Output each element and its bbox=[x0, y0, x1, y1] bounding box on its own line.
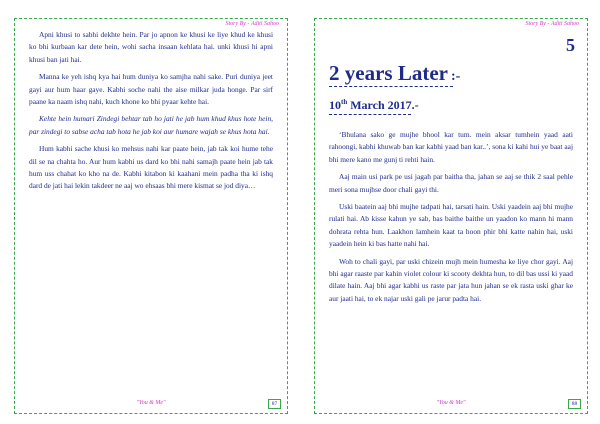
paragraph: Manna ke yeh ishq kya hai hum duniya ko samjha nahi sake. Puri duniya jeet gayi aur hum haar gaye. Kabhi soche nahi the aise milkar juda honge. Par sirf paane ka naam ishq nahi, kuch khone ko bhi pyaar kehte hai. bbox=[29, 72, 273, 107]
paragraph: Woh to chali gayi, par uski chizein mujh mein humesha ke liye chor gayi. Aaj bhi agar raaste par kahin violet colour ki scooty dekhta hun, to dil bas ussi ki yaad dilate hain. Aaj bhi agar kabhi us raste par jata hun jahan se ek rasta uski ghar ke aur jaati hai, to ek najar uski gali pe jarur padta hai. bbox=[329, 256, 573, 303]
chapter-title bbox=[329, 61, 460, 86]
author-credit: Story By - Aditi Sahoo bbox=[525, 21, 579, 27]
footer-book-title: "You & Me" bbox=[136, 400, 166, 406]
title-divider bbox=[329, 86, 453, 87]
chapter-number: 5 bbox=[566, 35, 575, 55]
date-rest: March 2017.- bbox=[347, 98, 419, 112]
date-suffix: th bbox=[341, 98, 348, 106]
date-heading bbox=[329, 98, 419, 113]
paragraph: Aaj main usi park pe usi jagah par baitha tha, jahan se aaj se thik 2 saal pehle meri sona mujhse door chali gayi thi. bbox=[329, 172, 573, 194]
left-page bbox=[14, 18, 288, 414]
date-day: 10 bbox=[329, 98, 341, 112]
left-page-body bbox=[29, 29, 273, 198]
date-divider bbox=[329, 114, 411, 115]
chapter-title-suffix: :- bbox=[450, 69, 461, 84]
right-page bbox=[314, 18, 588, 414]
paragraph-italic: Kehte hein humari Zindegi behtar tab ho jati he jab hum khud khus hote hein, par zindegi to sabse acha tab hota he jab koi aur humare wajah se khus hota hai. bbox=[29, 114, 273, 136]
paragraph: Uski baatein aaj bhi mujhe tadpati hai, tarsati hain. Uski yaadein aaj bhi mujhe rulati hai. Ab kisse kahun ye sab, bas baithe baithe un yaadon ko mann hi mann dohrata rehta hun. Laakhon lamhein kaat ta hoon phir bhi katte nahin hai, uski yaadein hein ki bas hatte nahi hai. bbox=[329, 202, 573, 249]
chapter-title-text: 2 years Later bbox=[329, 61, 448, 85]
right-page-body bbox=[329, 129, 573, 310]
footer-book-title: "You & Me" bbox=[436, 400, 466, 406]
page-number: 88 bbox=[568, 399, 581, 409]
paragraph: ‘Bhulana sako ge mujhe bhool kar tum. mein aksar tumhein yaad aati rahoongi, kabhi khuwab ban kar kabhi yaad ban kar..’, sona ki kahi hui ye baat aaj bhi mere kano me gunj ti rehti hain. bbox=[329, 130, 573, 164]
paragraph: Hum kabhi sache khusi ko mehsus nahi kar paate hein, jab tak koi hume tehe dil se na chahta ho. Aur hum kabhi us dard ko bhi nahi samajh paate hein jab tak hum uss chahat ko kho na de. Kabhi kitabon ki kaahani mein padha tha ki ishq dard de jati hai lekin takdeer ne aaj wo ehsaas bhi mere kismat se jod diya… bbox=[29, 144, 273, 191]
author-credit: Story By - Aditi Sahoo bbox=[225, 21, 279, 27]
page-number: 87 bbox=[268, 399, 281, 409]
paragraph: Apni khusi to sabhi dekhte hein. Par jo apnon ke khusi ke liye khud ke khusi ko bhi kurbaan kar dete hein, wohi sacha insaan kehlata hai. unki khusi hi apni khusi ban jati hai. bbox=[29, 30, 273, 64]
